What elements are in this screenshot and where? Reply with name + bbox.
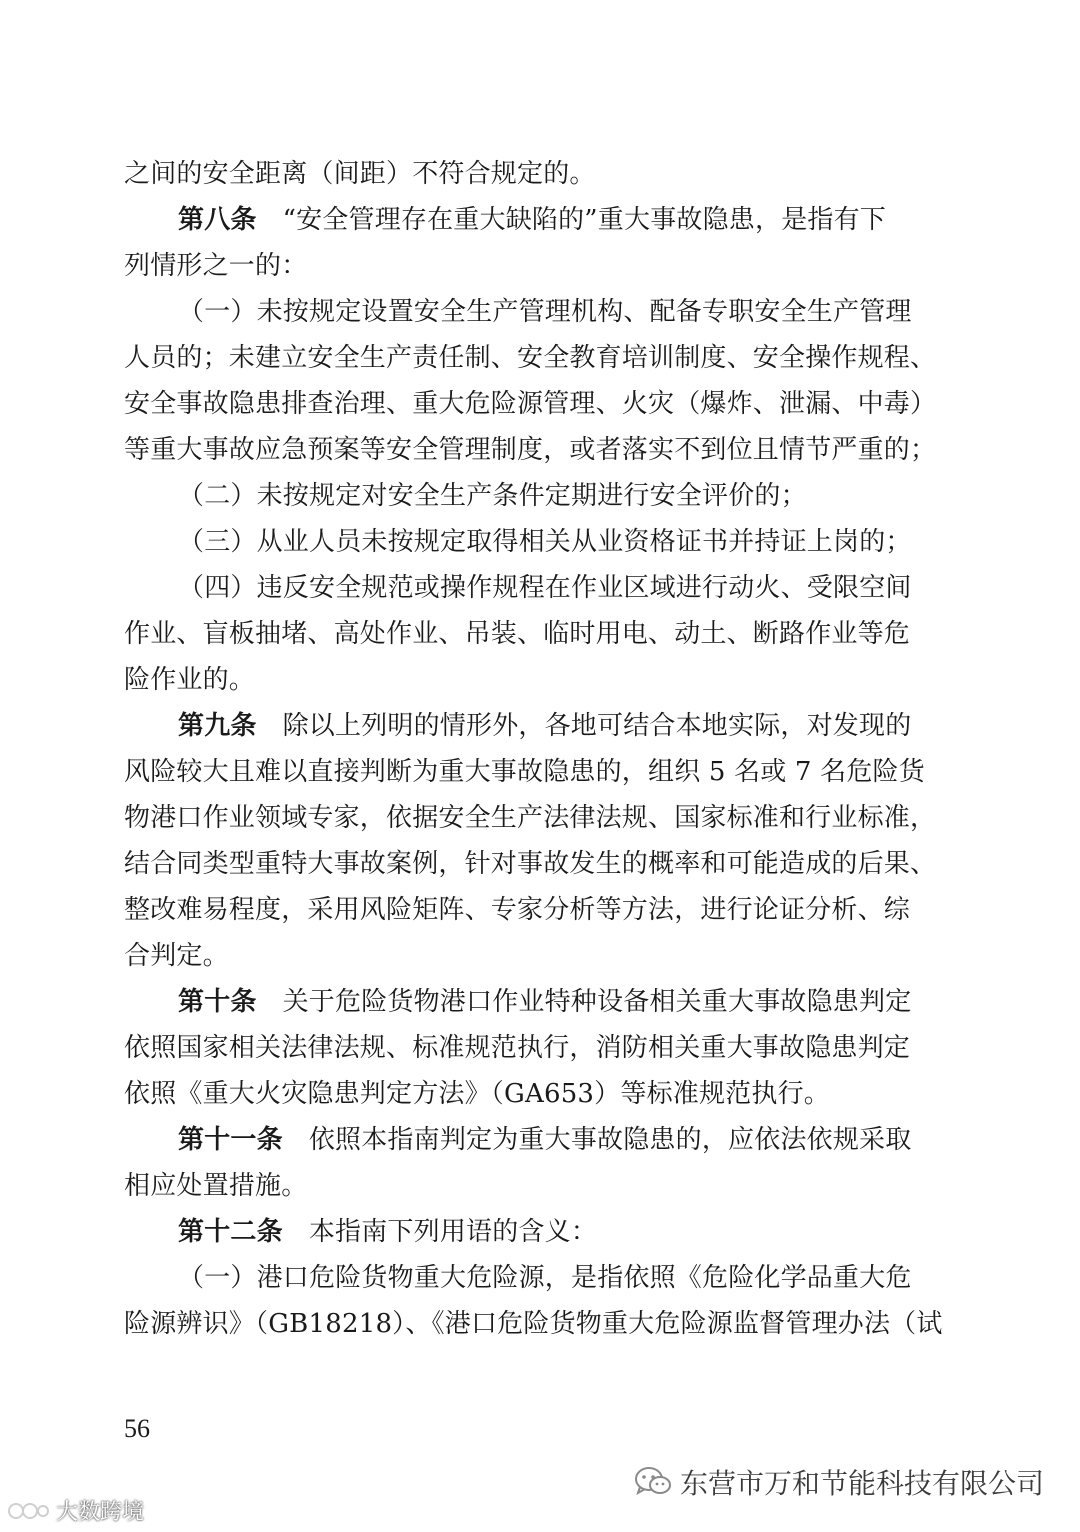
- page-number: 56: [124, 1414, 150, 1443]
- wechat-watermark: [634, 1462, 1044, 1502]
- article-8-title: 第八条: [178, 205, 257, 235]
- article-10-line: [124, 979, 956, 1025]
- text-line: 人员的；未建立安全生产责任制、安全教育培训制度、安全操作规程、: [124, 343, 937, 373]
- source-logo-icon: [6, 1500, 50, 1522]
- article-12-line: [124, 1209, 956, 1255]
- text-line: 作业、盲板抽堵、高处作业、吊装、临时用电、动土、断路作业等危: [124, 619, 911, 649]
- text-line: 等重大事故应急预案等安全管理制度，或者落实不到位且情节严重的；: [124, 435, 937, 465]
- text-line: 险源辨识》（GB18218）、《港口危险货物重大危险源监督管理办法（试: [124, 1309, 943, 1339]
- article-10-title: 第十条: [178, 987, 257, 1017]
- text-line: 本指南下列用语的含义：: [308, 1217, 598, 1247]
- text-line: 依照国家相关法律法规、标准规范执行，消防相关重大事故隐患判定: [124, 1033, 911, 1063]
- text-line: （二）未按规定对安全生产条件定期进行安全评价的；: [178, 481, 807, 511]
- text-line: （四）违反安全规范或操作规程在作业区域进行动火、受限空间: [178, 573, 912, 603]
- text-line: （一）未按规定设置安全生产管理机构、配备专职安全生产管理: [178, 297, 912, 327]
- text-line: 列情形之一的：: [124, 251, 308, 281]
- article-9-title: 第九条: [178, 711, 257, 741]
- text-line: 之间的安全距离（间距）不符合规定的。: [124, 159, 596, 189]
- text-line: 关于危险货物港口作业特种设备相关重大事故隐患判定: [282, 987, 912, 1017]
- article-8-line: [124, 197, 956, 243]
- watermark-text: 东营市万和节能科技有限公司: [679, 1467, 1044, 1500]
- text-line: （一）港口危险货物重大危险源，是指依照《危险化学品重大危: [178, 1263, 912, 1293]
- source-watermark: [6, 1495, 144, 1526]
- text-line: 依照本指南判定为重大事故隐患的，应依法依规采取: [308, 1125, 912, 1155]
- article-9-line: [124, 703, 956, 749]
- text-line: 结合同类型重特大事故案例，针对事故发生的概率和可能造成的后果、: [124, 849, 937, 879]
- document-body: [124, 151, 956, 1347]
- text-line: 物港口作业领域专家，依据安全生产法律法规、国家标准和行业标准，: [124, 803, 937, 833]
- text-line: 整改难易程度，采用风险矩阵、专家分析等方法，进行论证分析、综: [124, 895, 911, 925]
- article-12-title: 第十二条: [178, 1217, 283, 1247]
- text-line: 风险较大且难以直接判断为重大事故隐患的，组织 5 名或 7 名危险货: [124, 757, 925, 787]
- wechat-icon: [634, 1465, 672, 1499]
- text-line: 相应处置措施。: [124, 1171, 308, 1201]
- article-11-title: 第十一条: [178, 1125, 283, 1155]
- source-mark-text: 大数跨境: [56, 1500, 145, 1525]
- text-line: 依照《重大火灾隐患判定方法》（GA653）等标准规范执行。: [124, 1079, 830, 1109]
- text-line: （三）从业人员未按规定取得相关从业资格证书并持证上岗的；: [178, 527, 912, 557]
- text-line: 除以上列明的情形外，各地可结合本地实际，对发现的: [282, 711, 912, 741]
- article-11-line: [124, 1117, 956, 1163]
- text-line: 合判定。: [124, 941, 229, 971]
- text-line: “安全管理存在重大缺陷的”重大事故隐患，是指有下: [282, 205, 886, 235]
- text-line: 险作业的。: [124, 665, 256, 695]
- text-line: 安全事故隐患排查治理、重大危险源管理、火灾（爆炸、泄漏、中毒）: [124, 389, 937, 419]
